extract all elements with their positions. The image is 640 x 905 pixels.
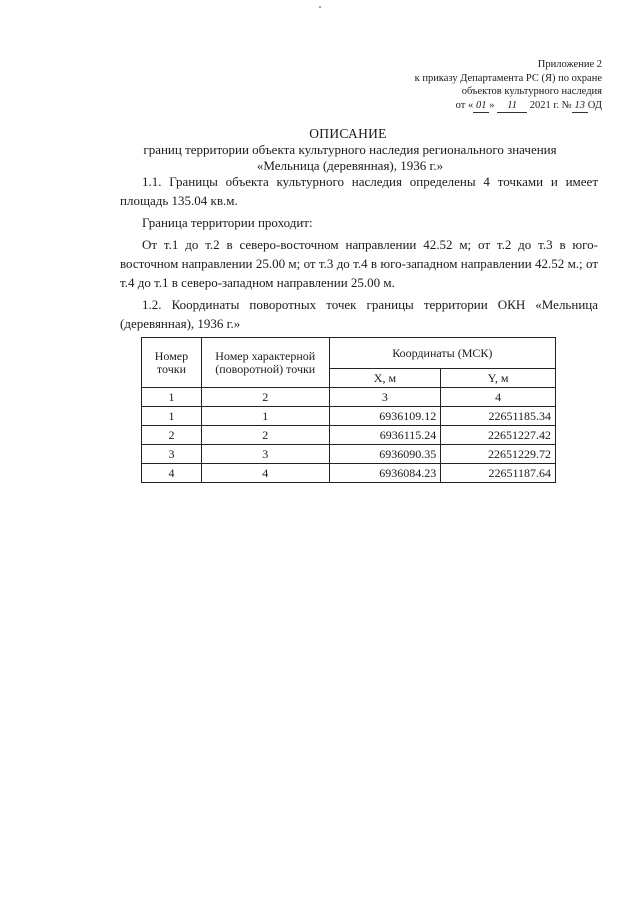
coord-y: 22651227.42 (441, 426, 556, 445)
paragraph-boundary-description: От т.1 до т.2 в северо-восточном направлении 42.52 м; от т.2 до т.3 в юго-восточном направлении 25.00 м; от т.3 до т.4 в юго-западном направлении 42.52 м.; от т.4 до т.1 в северо-западном направлении 25.00 м. (120, 237, 598, 290)
point-number: 1 (142, 407, 202, 426)
characteristic-point: 2 (201, 426, 329, 445)
paragraph-area: 1.1. Границы объекта культурного наследия определены 4 точками и имеет площадь 135.04 кв.м. (120, 174, 598, 208)
point-number: 4 (142, 464, 202, 483)
coord-y: 22651229.72 (441, 445, 556, 464)
point-number: 3 (142, 445, 202, 464)
page-title: ОПИСАНИЕ (309, 126, 387, 141)
scan-dot (319, 6, 321, 8)
table-row (142, 464, 556, 483)
header-y: Y, м (441, 369, 556, 388)
table-header-row (142, 338, 556, 369)
title-subtitle: границ территории объекта культурного наследия регионального значения (143, 142, 557, 157)
table-row (142, 426, 556, 445)
appendix-line2: к приказу Департамента РС (Я) по охране (414, 72, 602, 84)
paragraph-coordinates-intro: 1.2. Координаты поворотных точек границы территории ОКН «Мельница (деревянная), 1936 г.» (120, 297, 598, 331)
header-characteristic-point: Номер характерной (поворотной) точки (201, 338, 329, 388)
index-cell: 2 (201, 388, 329, 407)
table-index-row (142, 388, 556, 407)
coord-x: 6936090.35 (329, 445, 441, 464)
index-cell: 4 (441, 388, 556, 407)
date-day: 01 (473, 99, 489, 114)
index-cell: 3 (329, 388, 441, 407)
characteristic-point: 1 (201, 407, 329, 426)
body-text (120, 172, 598, 333)
characteristic-point: 4 (201, 464, 329, 483)
table-row (142, 445, 556, 464)
header-point-number: Номер точки (142, 338, 202, 388)
index-cell: 1 (142, 388, 202, 407)
doc-number: 13 (572, 99, 588, 114)
coord-x: 6936109.12 (329, 407, 441, 426)
title-block (0, 126, 640, 173)
date-month: 11 (497, 99, 527, 114)
appendix-header (415, 58, 602, 113)
coord-x: 6936115.24 (329, 426, 441, 445)
title-object-name: «Мельница (деревянная), 1936 г.» (256, 157, 444, 173)
characteristic-point: 3 (201, 445, 329, 464)
appendix-date-line (415, 99, 602, 114)
appendix-line1: Приложение 2 (537, 59, 602, 70)
coord-y: 22651185.34 (441, 407, 556, 426)
date-mid: » (489, 99, 498, 111)
date-year: 2021 г. № (527, 99, 572, 111)
coord-x: 6936084.23 (329, 464, 441, 483)
paragraph-boundary-intro: Граница территории проходит: (142, 215, 313, 230)
coordinates-table (141, 337, 556, 483)
appendix-line3: объектов культурного наследия (461, 86, 602, 98)
point-number: 2 (142, 426, 202, 445)
coord-y: 22651187.64 (441, 464, 556, 483)
table-row (142, 407, 556, 426)
doc-suffix: ОД (587, 99, 602, 111)
date-prefix: от « (455, 99, 474, 111)
header-x: X, м (329, 369, 441, 388)
header-coordinates: Координаты (МСК) (329, 338, 555, 369)
